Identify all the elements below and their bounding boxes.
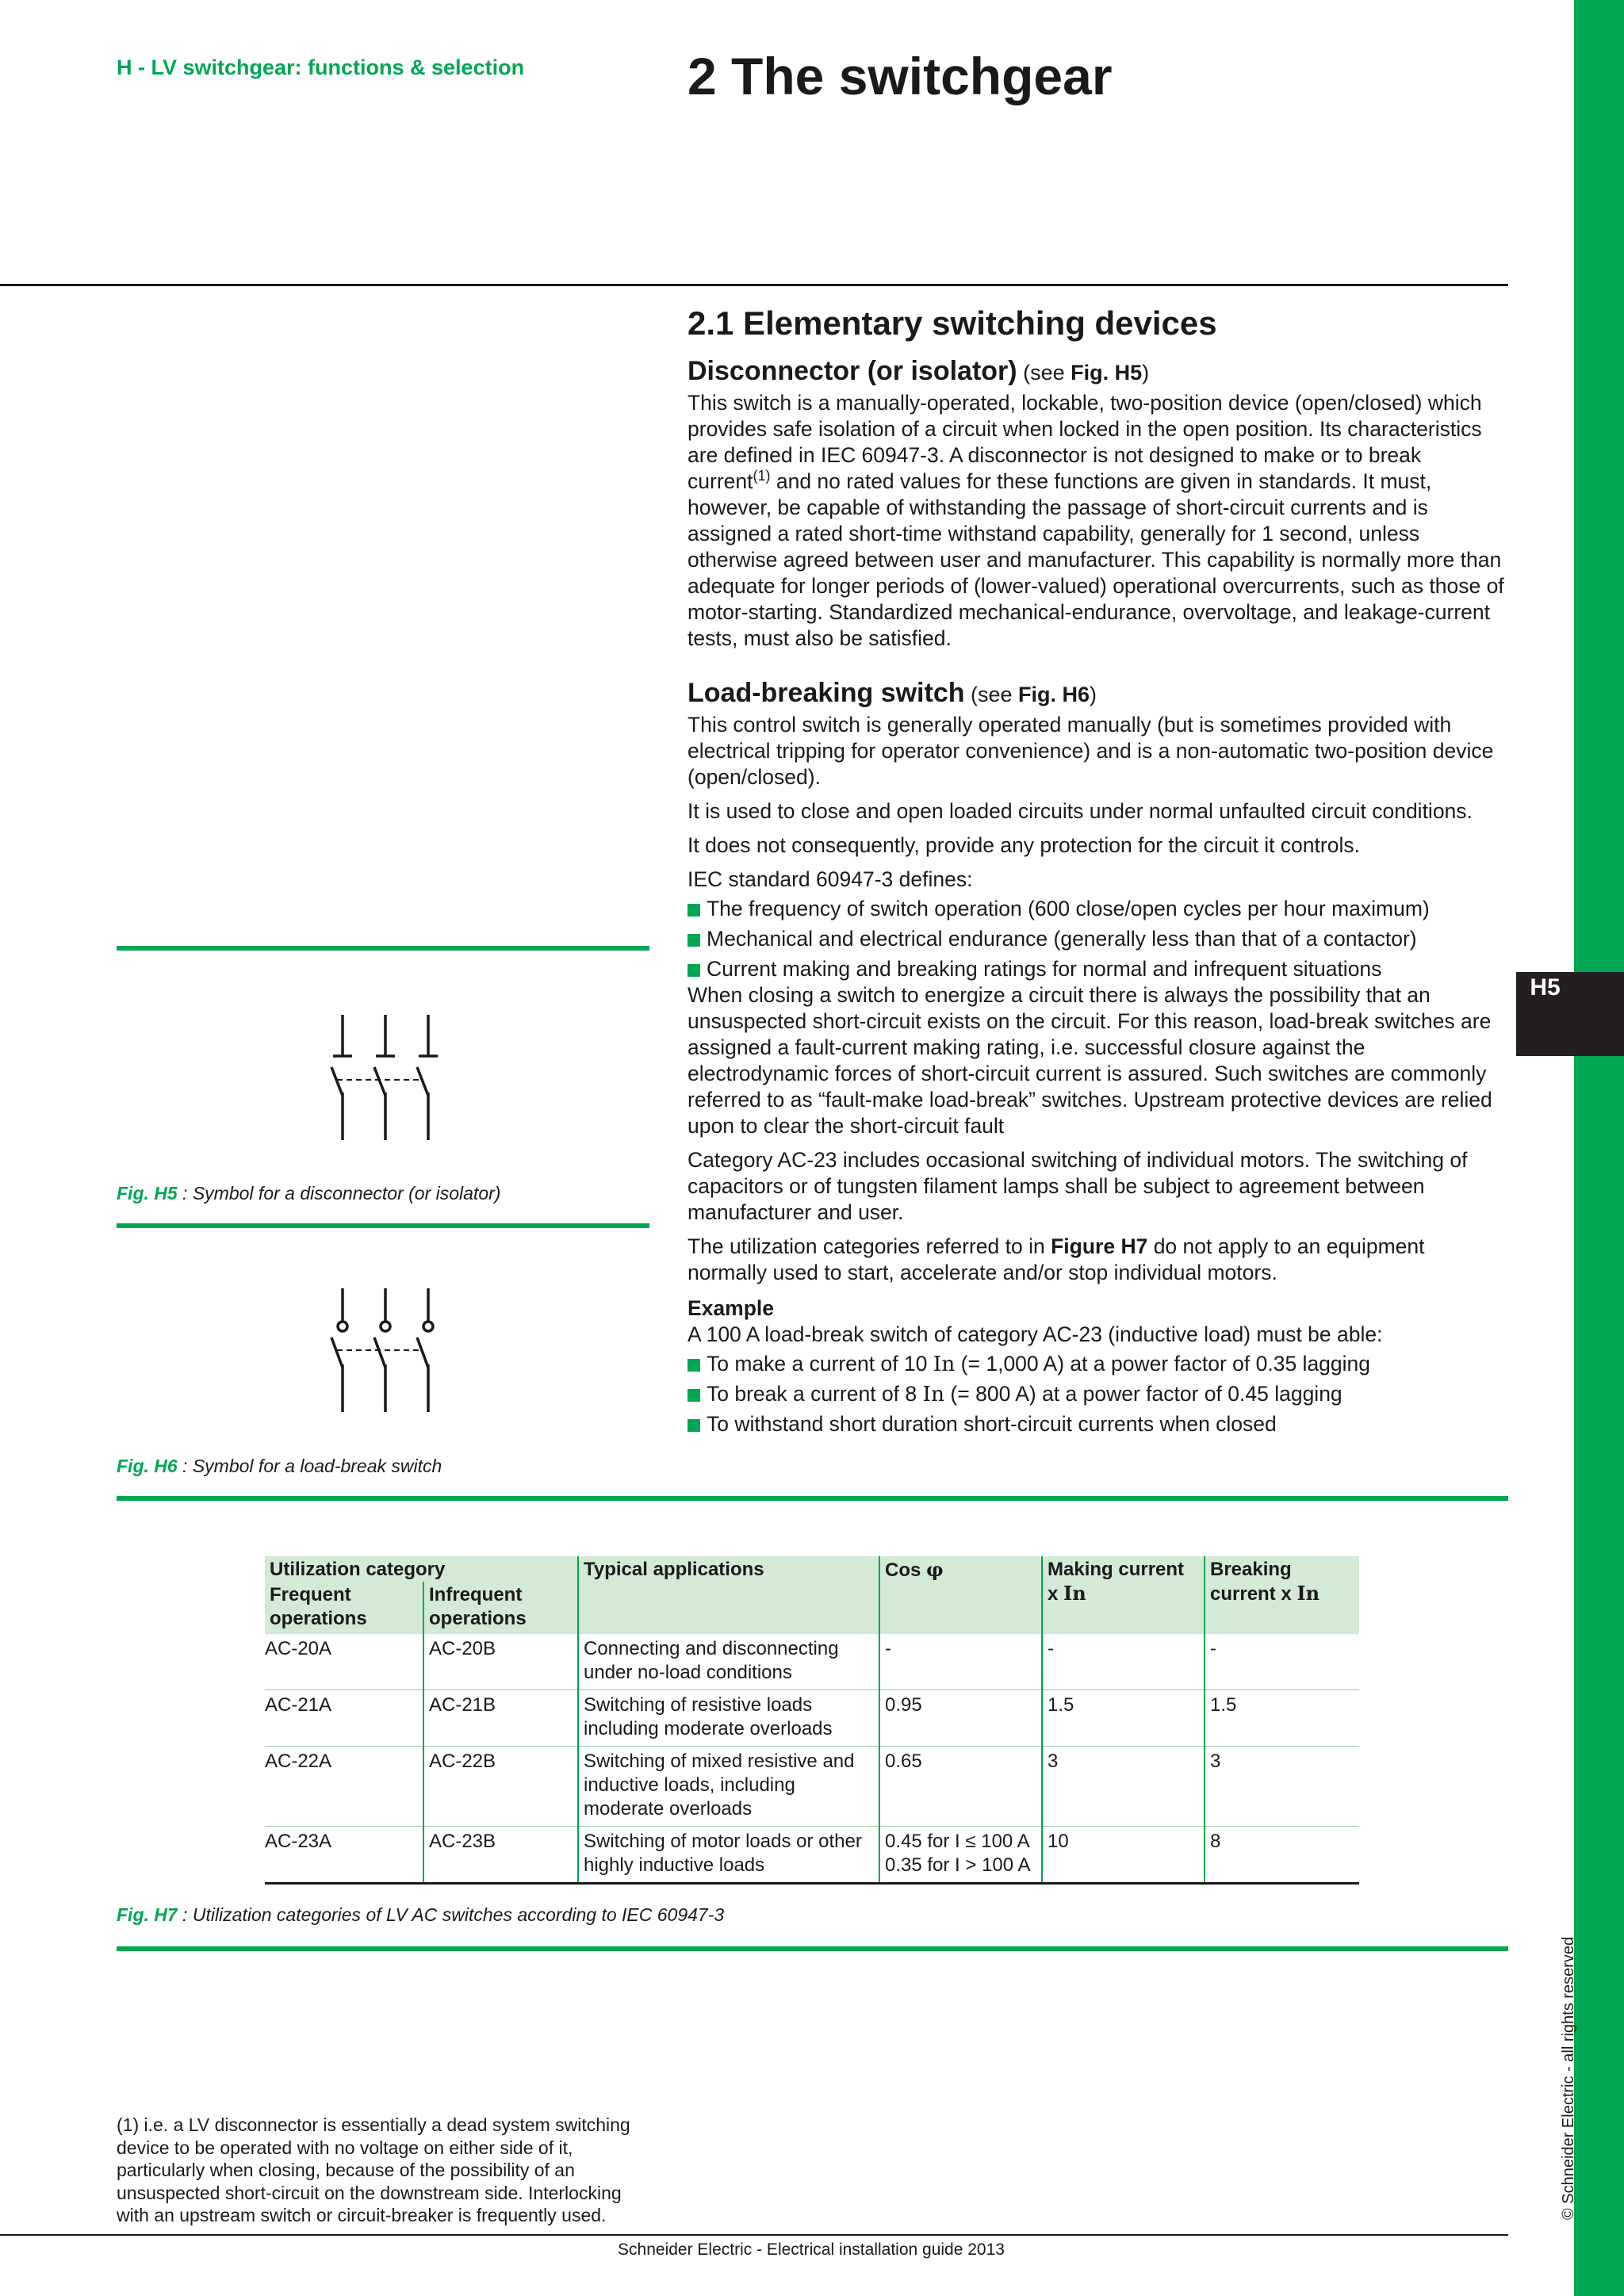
cell-application: Connecting and disconnecting under no-load conditions [578,1634,879,1690]
cell-breaking: 1.5 [1205,1690,1359,1747]
loadbreak-p4: IEC standard 60947-3 defines: [688,867,973,891]
loadbreak-heading [688,675,1508,712]
cell-frequent: AC-21A [265,1690,423,1747]
figure-label: Fig. H6 [117,1456,178,1476]
loadbreak-p6: Category AC-23 includes occasional switching of individual motors. The switching of capacitors or of tungsten filament lamps shall be subject to agreement between manufacturer and user. [688,1148,1468,1224]
footnote: (1) i.e. a LV disconnector is essentially a dead system switching device to be operated with no voltage on either side of it, particularly when closing, because of the possibility of an unsuspected short-circuit on the downstream side. Interlocking with an upstream switch or circuit-breaker is frequently used. [117,2114,630,2225]
see-fig-link: Fig. H5 [1071,361,1143,385]
chapter-heading: H - LV switchgear: functions & selection [117,55,525,79]
list-item [688,956,1508,982]
header-frequent-operations: Frequent operations [265,1582,423,1634]
see-suffix: ) [1142,361,1150,385]
cell-cos [879,1827,1042,1884]
header-cos-phi: Cos φ [879,1556,1042,1634]
list-item-text: To make a current of 10 In (= 1,000 A) at a power factor of 0.35 lagging [707,1352,1371,1376]
list-item [688,926,1508,952]
page-tab [1516,972,1624,1056]
para-text: and no rated values for these functions are given in standards. It must, however, be capable of withstanding the passage of short-circuit currents and is assigned a rated short-time withstand capability, generally for 1 second, unless otherwise agreed between user and manufacturer. This capability is normally more than adequate for longer periods of (lower-valued) operational overcurrents, such as those of motor-starting. Standardized mechanical-endurance, overvoltage, and leakage-current tests, must also be satisfied. [688,469,1504,650]
see-prefix: (see [1017,361,1071,385]
utilization-table [265,1556,1359,1885]
cell-frequent: AC-23A [265,1827,423,1884]
cell-making: 10 [1042,1827,1205,1884]
cell-frequent: AC-20A [265,1634,423,1690]
figure-caption-text: : Utilization categories of LV AC switches according to IEC 60947-3 [177,1904,725,1925]
list-item-text: Mechanical and electrical endurance (generally less than that of a contactor) [707,927,1417,951]
list-item [688,1381,1508,1407]
disconnector-heading [688,354,1508,390]
list-item [688,1411,1508,1437]
figure-label: Fig. H7 [117,1904,178,1925]
see-prefix: (see [964,683,1019,706]
figure-caption-text: : Symbol for a load-break switch [177,1456,442,1476]
loadbreak-p7 [688,1234,1508,1286]
fig-h6-top-rule [117,1223,649,1228]
header-breaking-current: Breaking current x In [1205,1556,1359,1634]
table-row [265,1827,1359,1884]
cell-application: Switching of mixed resistive and inductive loads, including moderate overloads [578,1747,879,1827]
see-suffix: ) [1090,683,1097,706]
figure-label: Fig. H5 [117,1183,178,1203]
page-footer [0,2241,1624,2260]
bullet-square-icon [688,904,700,916]
header-utilization-category: Utilization category [265,1556,578,1582]
cos-line: 0.35 for I > 100 A [885,1854,1031,1876]
loadbreak-heading-text: Load-breaking switch [688,678,965,708]
side-color-bar [1574,0,1624,2296]
footer-text: Schneider Electric - Electrical installation guide 2013 [618,2241,1005,2259]
cell-breaking: - [1205,1634,1359,1690]
figure-caption-text: : Symbol for a disconnector (or isolator) [177,1183,501,1203]
cell-cos: - [879,1634,1042,1690]
cell-infrequent: AC-23B [423,1827,578,1884]
cell-infrequent: AC-21B [423,1690,578,1747]
copyright-note: © Schneider Electric - all rights reserved [1560,1936,1577,2220]
footnote-mark: (1) [753,468,771,484]
table-row [265,1747,1359,1827]
cell-application: Switching of resistive loads including moderate overloads [578,1690,879,1747]
header-infrequent-operations: Infrequent operations [423,1582,578,1634]
loadbreak-p3: It does not consequently, provide any protection for the circuit it controls. [688,833,1360,857]
load-break-switch-symbol-icon [317,1280,444,1423]
loadbreak-see-ref [965,683,1097,706]
loadbreak-p1: This control switch is generally operated manually (but is sometimes provided with electrical tripping for operator convenience) and is a non-automatic two-position device (open/closed). [688,713,1494,789]
para-text: This switch is a manually-operated, lockable, two-position device (open/closed) which provides safe isolation of a circuit when locked in the open position. Its characteristics are defined in IEC 60947-3. A disconnector is not designed to make or to break current [688,391,1482,493]
loadbreak-p5: When closing a switch to energize a circuit there is always the possibility that an unsuspected short-circuit exists on the circuit. For this reason, load-break switches are assigned a fault-current making rating, i.e. successful closure against the electrodynamic forces of short-circuit current is assured. Such switches are commonly referred to as “fault-make load-break” switches. Upstream protective devices are relied upon to clear the short-circuit fault [688,983,1492,1138]
cell-making: 1.5 [1042,1690,1205,1747]
cell-cos: 0.95 [879,1690,1042,1747]
fig-h6-caption [117,1456,442,1477]
example-title: Example [688,1296,775,1320]
main-content [688,301,1508,1441]
cell-application: Switching of motor loads or other highly inductive loads [578,1827,879,1884]
fig-h7-top-rule [117,1496,1508,1501]
table-row [265,1634,1359,1690]
disconnector-see-ref [1017,361,1150,385]
see-fig-link: Fig. H6 [1018,683,1090,706]
list-item-text: The frequency of switch operation (600 close/open cycles per hour maximum) [707,897,1430,920]
cell-infrequent: AC-22B [423,1747,578,1827]
bullet-square-icon [688,1359,700,1372]
fig-h7-caption [117,1904,724,1926]
cell-frequent: AC-22A [265,1747,423,1827]
cell-infrequent: AC-20B [423,1634,578,1690]
example-intro: A 100 A load-break switch of category AC-23 (inductive load) must be able: [688,1322,1383,1346]
bullet-square-icon [688,964,700,977]
fig-h7-bottom-rule [117,1946,1508,1951]
table-row [265,1690,1359,1747]
list-item-text: To break a current of 8 In (= 800 A) at a power factor of 0.45 lagging [707,1382,1342,1406]
fig-h5-caption [117,1183,500,1204]
section-title: 2.1 Elementary switching devices [688,304,1217,342]
header-making-current: Making current x In [1042,1556,1205,1634]
disconnector-paragraph [688,390,1508,652]
fig-h5-top-rule [117,946,649,951]
bullet-square-icon [688,1389,700,1402]
page-title: 2 The switchgear [688,47,1113,105]
cos-line: 0.45 for I ≤ 100 A [885,1831,1030,1852]
list-item [688,1351,1508,1377]
cell-breaking: 3 [1205,1747,1359,1827]
bullet-square-icon [688,934,700,947]
bullet-square-icon [688,1419,700,1432]
cell-cos: 0.65 [879,1747,1042,1827]
loadbreak-p2: It is used to close and open loaded circuits under normal unfaulted circuit conditions. [688,799,1473,823]
table-header-row [265,1556,1359,1582]
list-item-text: Current making and breaking ratings for normal and infrequent situations [707,957,1382,981]
header-divider [0,284,1508,286]
disconnector-symbol-icon [317,1007,444,1150]
header-typical-applications: Typical applications [578,1556,879,1634]
footer-divider [0,2234,1508,2236]
cell-making: 3 [1042,1747,1205,1827]
cell-making: - [1042,1634,1205,1690]
para-text: The utilization categories referred to in [688,1234,1051,1258]
list-item [688,896,1508,922]
cell-breaking: 8 [1205,1827,1359,1884]
page-tab-label: H5 [1516,972,1574,1004]
list-item-text: To withstand short duration short-circuit currents when closed [707,1412,1277,1436]
figure-reference: Figure H7 [1051,1234,1148,1258]
para-text: do not apply to an equipment normally used to start, accelerate and/or stop individual motors. [688,1234,1425,1284]
disconnector-heading-text: Disconnector (or isolator) [688,356,1017,386]
